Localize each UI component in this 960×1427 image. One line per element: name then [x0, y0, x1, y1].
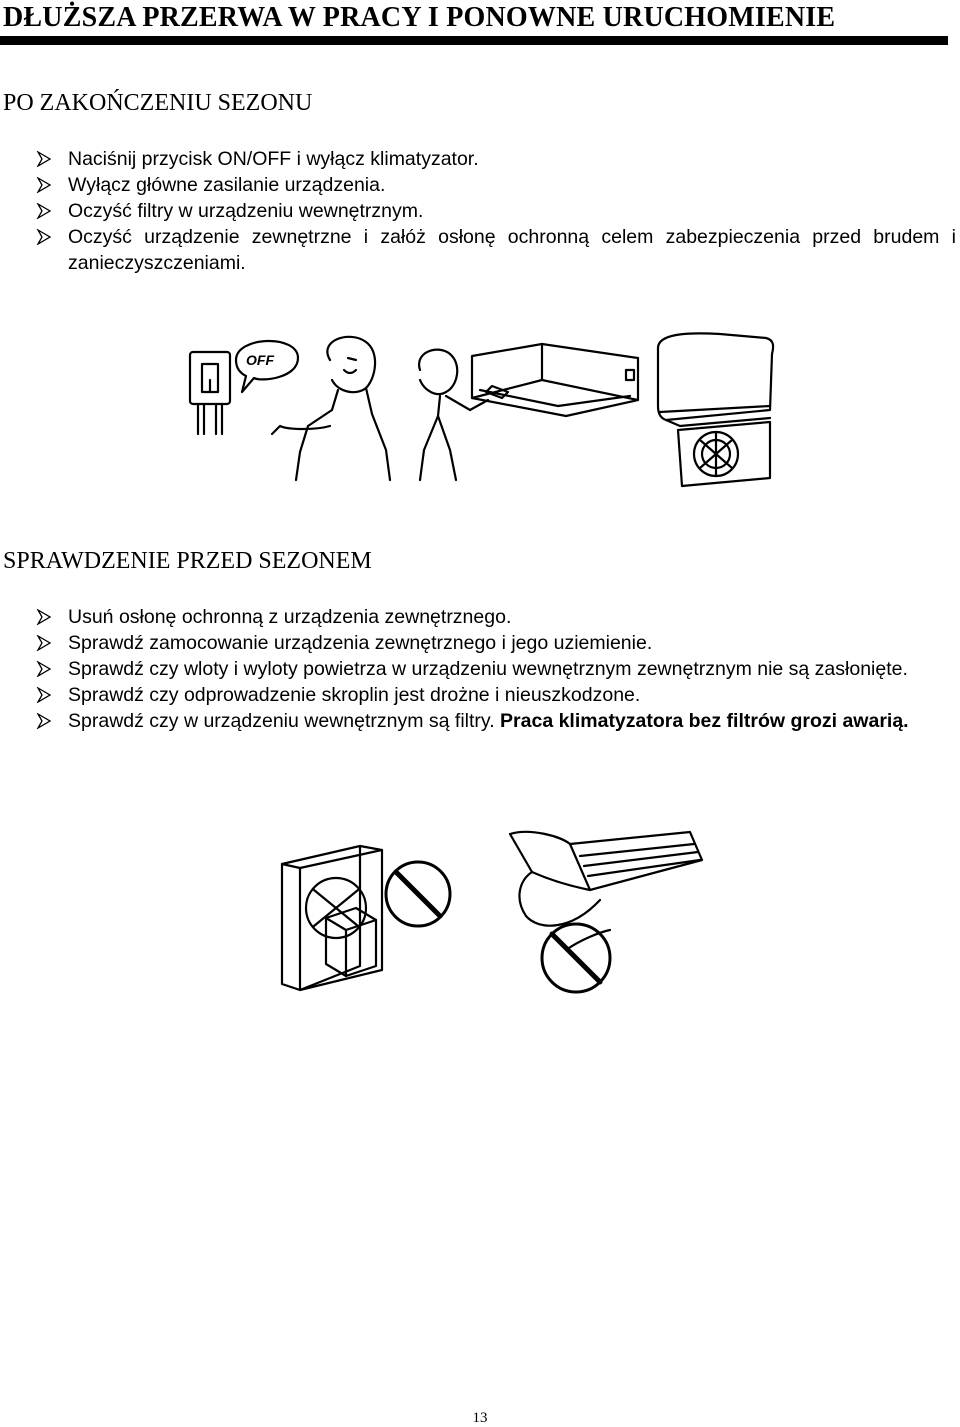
illustration-prohibitions [270, 820, 710, 1010]
arrow-bullet-icon [36, 713, 52, 729]
arrow-bullet-icon [36, 229, 52, 245]
list-item-text: Naciśnij przycisk ON/OFF i wyłącz klimatyzator. [68, 148, 479, 170]
title-rule [0, 36, 948, 45]
arrow-bullet-icon [36, 609, 52, 625]
section-heading-before-season: SPRAWDZENIE PRZED SEZONEM [3, 548, 372, 574]
list-item-text: Sprawdź czy odprowadzenie skroplin jest drożne i nieuszkodzone. [68, 684, 641, 706]
list-item-text: Usuń osłonę ochronną z urządzenia zewnętrznego. [68, 606, 512, 628]
list-item [0, 682, 960, 708]
page-number: 13 [472, 1410, 488, 1426]
filter-icon [510, 832, 702, 950]
blocked-outdoor-unit-icon [282, 846, 382, 990]
list-item-text: Sprawdź czy wloty i wyloty powietrza w urządzeniu wewnętrznym zewnętrznym nie są zasłonięte. [68, 658, 908, 680]
list-item-text: Oczyść urządzenie zewnętrzne i załóż osłonę ochronną celem zabezpieczenia przed brudem i zanieczyszczeniami. [68, 226, 956, 274]
person-icon [419, 350, 488, 480]
warning-text: Praca klimatyzatora bez filtrów grozi awarią. [500, 710, 909, 732]
illustration-shutdown [180, 330, 780, 490]
list-item [0, 146, 960, 172]
off-label: OFF [246, 352, 274, 368]
arrow-bullet-icon [36, 635, 52, 651]
arrow-bullet-icon [36, 687, 52, 703]
outdoor-unit-icon [658, 333, 773, 486]
arrow-bullet-icon [36, 151, 52, 167]
prohibition-icon [386, 862, 450, 926]
list-item-text [68, 708, 956, 734]
page-title: DŁUŻSZA PRZERWA W PRACY I PONOWNE URUCHOMIENIE [3, 2, 836, 33]
list-item [0, 630, 960, 656]
arrow-bullet-icon [36, 177, 52, 193]
list-item-plain: Sprawdź czy w urządzeniu wewnętrznym są filtry. [68, 710, 501, 732]
after-season-list [0, 146, 960, 276]
list-item-text: Oczyść filtry w urządzeniu wewnętrznym. [68, 200, 424, 222]
list-item [0, 224, 960, 276]
person-icon [272, 337, 390, 480]
section-heading-after-season: PO ZAKOŃCZENIU SEZONU [3, 90, 313, 116]
list-item [0, 198, 960, 224]
list-item [0, 708, 960, 734]
arrow-bullet-icon [36, 661, 52, 677]
list-item [0, 172, 960, 198]
list-item-text: Wyłącz główne zasilanie urządzenia. [68, 174, 386, 196]
list-item-text: Sprawdź zamocowanie urządzenia zewnętrznego i jego uziemienie. [68, 632, 653, 654]
list-item [0, 604, 960, 630]
prohibition-icon [542, 924, 610, 992]
before-season-list [0, 604, 960, 734]
indoor-unit-icon [472, 344, 638, 416]
list-item [0, 656, 960, 682]
arrow-bullet-icon [36, 203, 52, 219]
power-switch-icon [190, 352, 230, 434]
